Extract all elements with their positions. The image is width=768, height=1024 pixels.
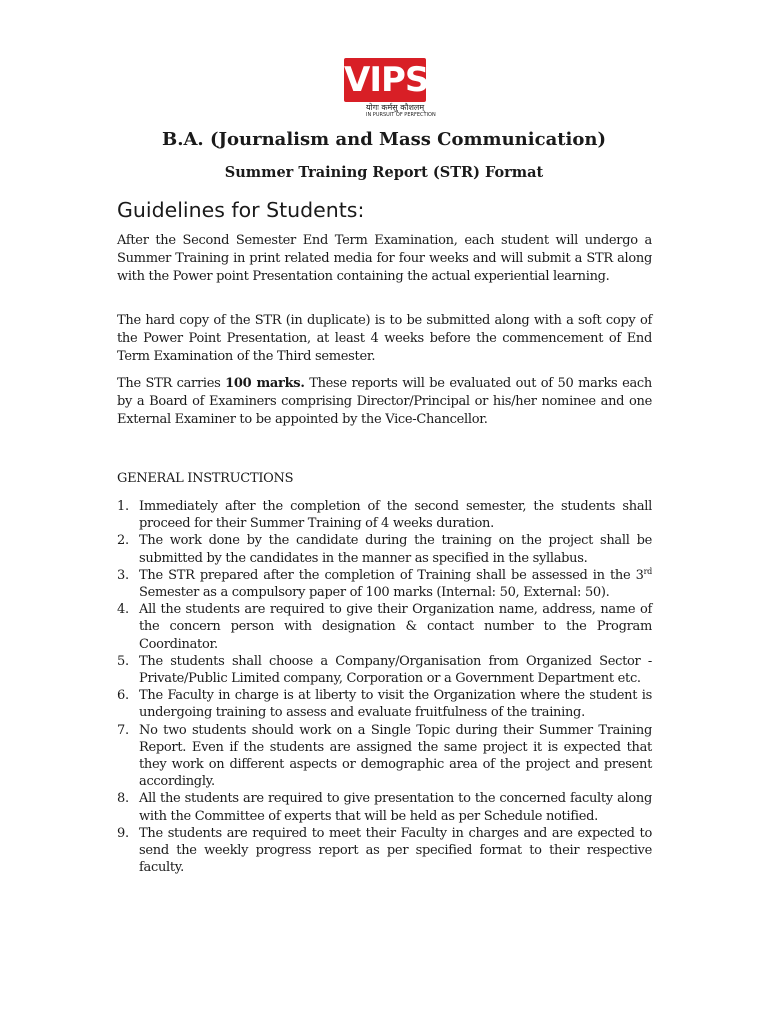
list-item xyxy=(117,498,652,532)
item-number: 6. xyxy=(117,688,129,704)
list-item xyxy=(117,653,652,687)
item-text: All the students are required to give their Organization name, address, name of the concern person with designation & contact number to the Program Coordinator. xyxy=(139,602,652,652)
item-number: 9. xyxy=(117,825,129,841)
item-number: 3. xyxy=(117,567,129,583)
guidelines-heading: Guidelines for Students: xyxy=(117,198,365,222)
item-text: Immediately after the completion of the second semester, the students shall proceed for their Summer Training of 4 weeks duration. xyxy=(139,499,652,532)
item-number: 8. xyxy=(117,791,129,807)
item-number: 4. xyxy=(117,602,129,618)
item-text: The students shall choose a Company/Organisation from Organized Sector - Private/Public Limited company, Corporation or a Government Department etc. xyxy=(139,653,652,687)
document-subtitle: Summer Training Report (STR) Format xyxy=(224,164,544,181)
guideline-paragraph-1: After the Second Semester End Term Examination, each student will undergo a Summer Training in print related media for four weeks and will submit a STR along with the Power point Presentation containing the actual experiential learning. xyxy=(117,233,652,284)
item-number: 5. xyxy=(117,653,129,669)
list-item xyxy=(117,790,652,824)
item-text-continued: Semester as a compulsory paper of 100 marks (Internal: 50, External: 50). xyxy=(139,585,610,601)
item-number: 2. xyxy=(117,533,129,549)
marks-bold: 100 marks. xyxy=(225,376,305,391)
vips-logo xyxy=(344,58,436,120)
logo-letters: VIPS xyxy=(344,60,429,100)
item-text: No two students should work on a Single Topic during their Summer Training Report. Even if the students are assigned the same project it is expected that they work on different aspects or demographic area of the project and present accordingly. xyxy=(139,722,652,790)
item-text: The students are required to meet their Faculty in charges and are expected to send the weekly progress report as per specified format to their respective faculty. xyxy=(139,825,652,876)
list-item xyxy=(117,825,652,877)
item-number: 7. xyxy=(117,722,129,738)
item-number: 1. xyxy=(117,499,129,514)
item-text: The Faculty in charge is at liberty to visit the Organization where the student is undergoing training to assess and evaluate fruitfulness of the training. xyxy=(139,688,652,721)
guideline-paragraph-2: The hard copy of the STR (in duplicate) is to be submitted along with a soft copy of the Power Point Presentation, at least 4 weeks before the commencement of End Term Examination of the Third semester. xyxy=(117,313,652,364)
marks-text-after: These reports will be evaluated out of 50 marks each by a Board of Examiners comprising Director/Principal or his/her nominee and one External Examiner to be appointed by the Vice-Chancellor. xyxy=(117,376,652,427)
ordinal-superscript: rd xyxy=(643,566,652,576)
list-item xyxy=(117,601,652,653)
general-instructions-heading: GENERAL INSTRUCTIONS xyxy=(117,471,294,486)
list-item xyxy=(117,567,652,601)
list-item xyxy=(117,532,652,566)
marks-text-before: The STR carries xyxy=(117,376,226,391)
instructions-list xyxy=(117,498,652,876)
item-text: The work done by the candidate during the training on the project shall be submitted by the candidates in the manner as specified in the syllabus. xyxy=(139,533,652,566)
item-text: All the students are required to give presentation to the concerned faculty along with the Committee of experts that will be held as per Schedule notified. xyxy=(139,791,652,824)
list-item xyxy=(117,722,652,791)
item-text: The STR prepared after the completion of Training shall be assessed in the 3 xyxy=(139,567,644,583)
logo-motto: योगः कर्मसु कौशलम् xyxy=(366,103,425,112)
guideline-paragraph-3 xyxy=(117,375,652,429)
document-title: B.A. (Journalism and Mass Communication) xyxy=(161,129,606,150)
logo-tagline: IN PURSUIT OF PERFECTION xyxy=(366,112,436,118)
list-item xyxy=(117,687,652,721)
